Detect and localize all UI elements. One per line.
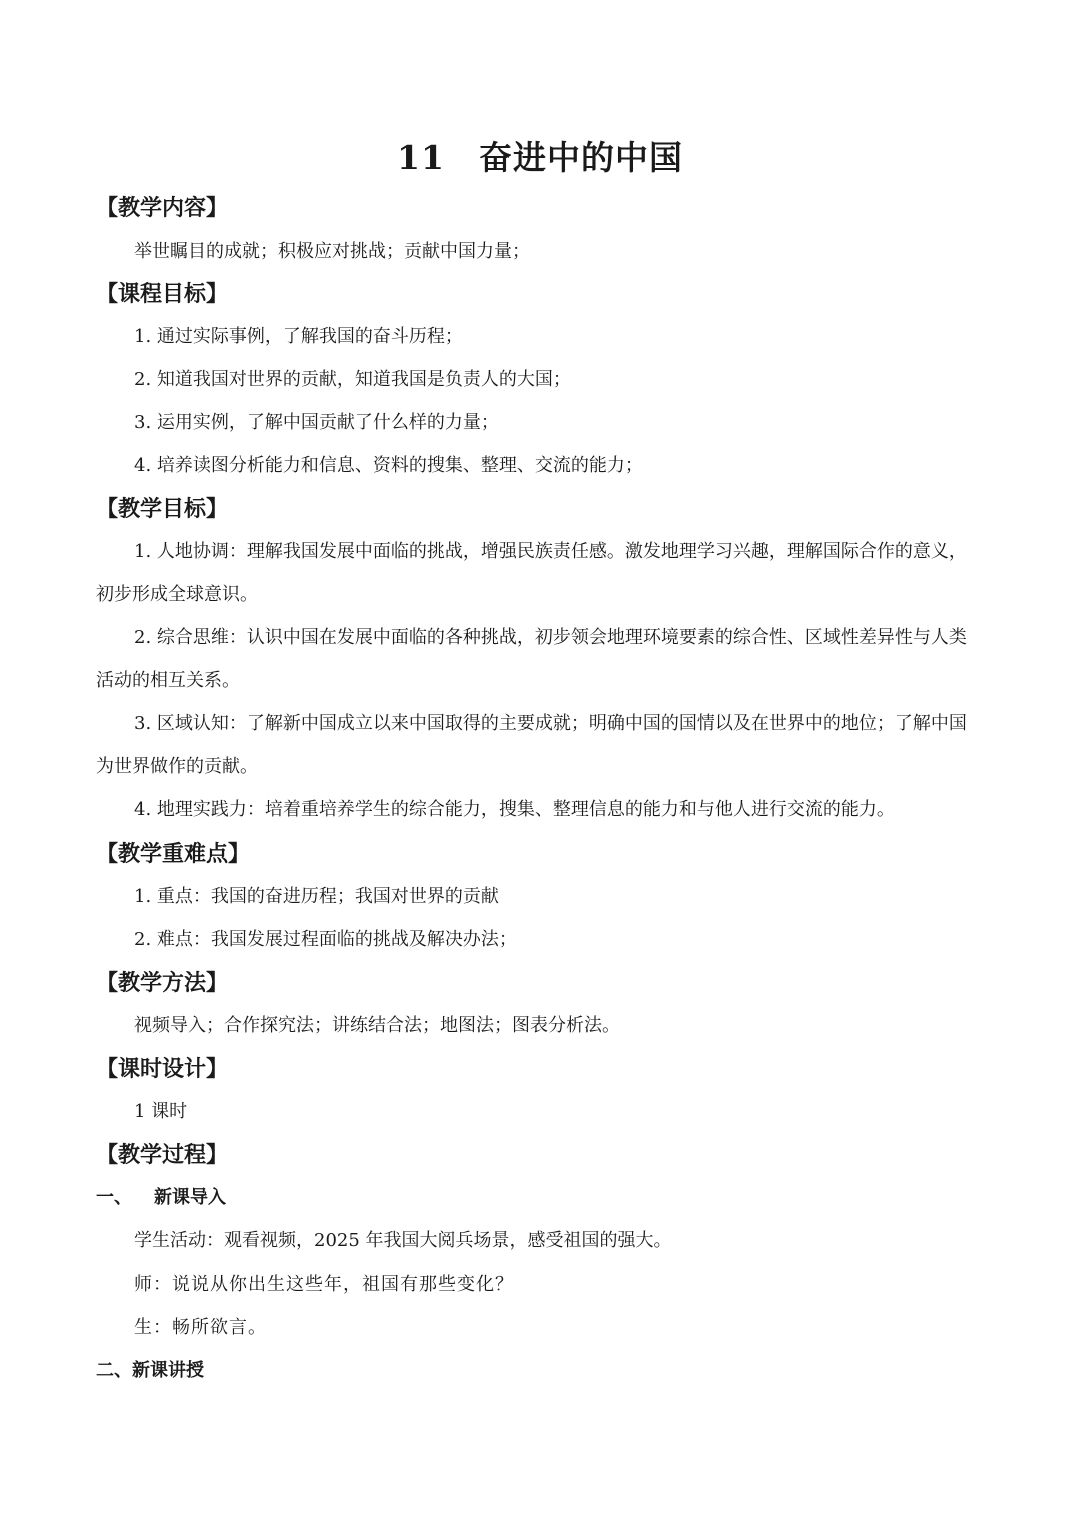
teacher-question-text: 师：说说从你出生这些年，祖国有那些变化？	[134, 1274, 514, 1295]
heading-key-points: 【教学重难点】	[96, 841, 251, 867]
process-part-1-title: 新课导入	[154, 1187, 226, 1208]
heading-course-goals: 【课程目标】	[96, 281, 229, 307]
process-part-2: 二、新课讲授	[96, 1360, 204, 1381]
lesson-title: 奋进中的中国	[478, 138, 683, 177]
heading-teaching-methods: 【教学方法】	[96, 970, 229, 996]
key-point-item: 2. 难点：我国发展过程面临的挑战及解决办法；	[134, 929, 517, 950]
page-title	[0, 134, 1080, 182]
course-goal-item: 3. 运用实例，了解中国贡献了什么样的力量；	[134, 412, 499, 433]
student-activity-text: 学生活动：观看视频，2025 年我国大阅兵场景，感受祖国的强大。	[134, 1230, 672, 1251]
course-goal-item: 2. 知道我国对世界的贡献，知道我国是负责人的大国；	[134, 369, 571, 390]
class-period-text: 1 课时	[134, 1101, 188, 1122]
process-part-1-label: 一、	[96, 1187, 132, 1208]
process-part-1	[96, 1183, 226, 1213]
teaching-goal-item: 1. 人地协调：理解我国发展中面临的挑战，增强民族责任感。激发地理学习兴趣，理解国际合作的意义，初步形成全球意识。	[96, 541, 967, 605]
lesson-number: 11	[397, 138, 445, 177]
heading-teaching-content: 【教学内容】	[96, 195, 229, 221]
teaching-goal-item: 4. 地理实践力：培着重培养学生的综合能力，搜集、整理信息的能力和与他人进行交流的能力。	[134, 799, 895, 820]
teaching-methods-text: 视频导入；合作探究法；讲练结合法；地图法；图表分析法。	[134, 1015, 620, 1036]
student-response-text: 生：畅所欲言。	[134, 1317, 267, 1338]
course-goal-item: 4. 培养读图分析能力和信息、资料的搜集、整理、交流的能力；	[134, 455, 643, 476]
heading-teaching-process: 【教学过程】	[96, 1142, 229, 1168]
teaching-goal-item: 3. 区域认知：了解新中国成立以来中国取得的主要成就；明确中国的国情以及在世界中的地位；了解中国为世界做作的贡献。	[96, 713, 967, 777]
teaching-content-text: 举世瞩目的成就；积极应对挑战；贡献中国力量；	[134, 241, 530, 262]
course-goal-item: 1. 通过实际事例，了解我国的奋斗历程；	[134, 326, 463, 347]
teaching-goal-item: 2. 综合思维：认识中国在发展中面临的各种挑战，初步领会地理环境要素的综合性、区域性差异性与人类活动的相互关系。	[96, 627, 967, 691]
heading-class-period: 【课时设计】	[96, 1056, 229, 1082]
heading-teaching-goals: 【教学目标】	[96, 496, 229, 522]
key-point-item: 1. 重点：我国的奋进历程；我国对世界的贡献	[134, 886, 499, 907]
